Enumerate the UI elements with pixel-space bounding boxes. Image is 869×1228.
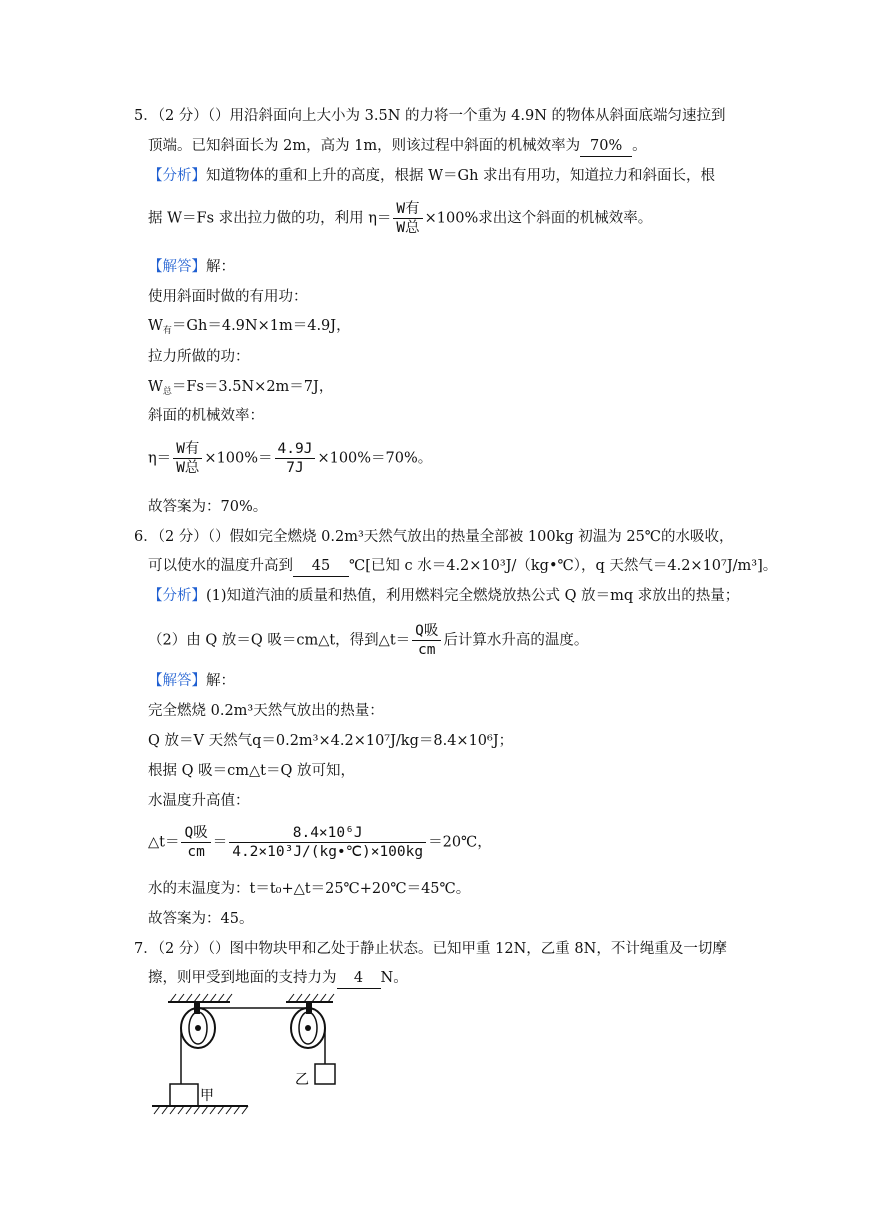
q6-stem-end: ℃[已知 c 水＝4.2×10³J/（kg•℃），q 天然气＝4.2×10⁷J/m³]。 — [349, 558, 778, 574]
right-pulley — [291, 1002, 325, 1048]
q6-analysis-line2 — [148, 622, 588, 659]
q5-final: 故答案为：70%。 — [148, 499, 268, 515]
q6-analysis-line1 — [148, 586, 739, 606]
q6-s5: 水的末温度为：t＝t₀+△t＝25℃+20℃＝45℃。 — [148, 881, 471, 897]
ceiling-right — [286, 994, 334, 1002]
q6-dt-den1: cm — [187, 844, 205, 860]
q5-analysis-tag: 【分析】 — [148, 168, 206, 184]
q5-s1: 使用斜面时做的有用功： — [148, 289, 308, 305]
q6-dt-post: ＝20℃， — [428, 834, 492, 851]
q5-frac-den: W总 — [396, 220, 420, 236]
q5-eta-mid: ×100%＝ — [204, 450, 273, 467]
q5-s5: 斜面的机械效率： — [148, 408, 264, 424]
label-yi: 乙 — [295, 1072, 309, 1088]
q5-stem-text: 顶端。已知斜面长为 2m，高为 1m，则该过程中斜面的机械效率为 — [148, 138, 581, 154]
q5-eta-num2: 4.9J — [275, 440, 316, 459]
q6-dt-frac1 — [181, 824, 210, 861]
q6-analysis-tag: 【分析】 — [148, 588, 206, 604]
q6-stem-line1: 6．（2 分）（）假如完全燃烧 0.2m³天然气放出的热量全部被 100kg 初温为 25℃的水吸收， — [134, 529, 734, 545]
q5-stem-end: 。 — [632, 138, 647, 154]
q5-s2-rest: ＝Gh＝4.9N×1m＝4.9J， — [171, 318, 351, 334]
q5-eta-den2: 7J — [286, 460, 304, 476]
q5-analysis-line2 — [148, 200, 652, 237]
q5-s4 — [148, 377, 333, 402]
q5-solution-head — [148, 257, 235, 277]
q7-answer-blank: 4 — [337, 968, 381, 989]
q5-analysis-text: 知道物体的重和上升的高度，根据 W＝Gh 求出有用功，知道拉力和斜面长，根 — [206, 168, 716, 184]
q6-s2: Q 放＝V 天然气q＝0.2m³×4.2×10⁷J/kg＝8.4×10⁶J； — [148, 733, 514, 749]
q5-analysis2-pre: 据 W＝Fs 求出拉力做的功，利用 η＝ — [148, 210, 392, 227]
ceiling-left — [168, 994, 232, 1002]
q5-solution-tag: 【解答】 — [148, 259, 206, 275]
q5-eta-frac2 — [275, 440, 316, 477]
q6-stem-line2 — [148, 556, 777, 577]
q6-analysis-text: (1)知道汽油的质量和热值，利用燃料完全燃烧放热公式 Q 放＝mq 求放出的热量； — [206, 588, 740, 604]
q5-s2-w: W — [148, 318, 163, 334]
q5-s4-w: W — [148, 379, 163, 395]
q5-s4-rest: ＝Fs＝3.5N×2m＝7J， — [171, 379, 334, 395]
q5-analysis2-post: ×100%求出这个斜面的机械效率。 — [424, 210, 653, 227]
ground — [152, 1106, 248, 1114]
block-jia — [170, 1084, 214, 1106]
q7-stem-end: N。 — [380, 970, 408, 986]
left-pulley — [181, 1002, 215, 1048]
q6-dt-pre: △t＝ — [148, 834, 180, 851]
q7-stem-line1: 7．（2 分）（）图中物块甲和乙处于静止状态。已知甲重 12N，乙重 8N，不计绳重及一切摩 — [134, 941, 727, 957]
q6-s1: 完全燃烧 0.2m³天然气放出的热量： — [148, 703, 384, 719]
q6-solution-text: 解： — [206, 673, 235, 689]
q7-stem-line2 — [148, 968, 408, 989]
q6-dt-num1: Q吸 — [181, 824, 210, 843]
q6-stem-text: 可以使水的温度升高到 — [148, 558, 293, 574]
q5-s2 — [148, 316, 351, 341]
q5-analysis-line1 — [148, 166, 715, 186]
q6-s4: 水温度升高值： — [148, 793, 250, 809]
q6-analysis2-pre: （2）由 Q 放＝Q 吸＝cm△t，得到△t＝ — [148, 632, 411, 649]
q5-efficiency-fraction — [393, 200, 422, 237]
q5-frac-num: W有 — [393, 200, 422, 219]
q6-analysis2-post: 后计算水升高的温度。 — [443, 632, 589, 649]
q5-eta-pre: η＝ — [148, 450, 172, 467]
q6-solution-head — [148, 671, 235, 691]
q5-eta-den1: W总 — [176, 460, 200, 476]
q6-frac-num: Q吸 — [412, 622, 441, 641]
q7-stem-text: 擦，则甲受到地面的支持力为 — [148, 970, 337, 986]
q5-stem-line1: 5．（2 分）（）用沿斜面向上大小为 3.5N 的力将一个重为 4.9N 的物体从斜面底端匀速拉到 — [134, 108, 726, 124]
q6-solution-tag: 【解答】 — [148, 673, 206, 689]
q5-solution-text: 解： — [206, 259, 235, 275]
q6-dt-frac2 — [229, 824, 426, 861]
q5-s2-sub: 有 — [162, 326, 172, 336]
q6-dt-num2: 8.4×10⁶J — [229, 824, 426, 843]
q5-eta-num1: W有 — [173, 440, 202, 459]
q5-stem-line2 — [148, 136, 647, 157]
q5-answer-blank: 70% — [580, 136, 632, 157]
q6-dt-den2: 4.2×10³J/(kg•℃)×100kg — [232, 844, 424, 860]
label-jia: 甲 — [200, 1088, 214, 1104]
q5-s3: 拉力所做的功： — [148, 349, 250, 365]
q6-frac-den: cm — [418, 642, 436, 658]
q6-answer-blank: 45 — [293, 556, 349, 577]
block-yi — [295, 1064, 335, 1088]
q5-eta-equation — [148, 440, 432, 477]
q5-s4-sub: 总 — [162, 387, 172, 397]
q6-final: 故答案为：45。 — [148, 911, 254, 927]
q5-eta-frac1 — [173, 440, 202, 477]
q5-eta-post: ×100%＝70%。 — [317, 450, 433, 467]
q6-s3: 根据 Q 吸＝cm△t＝Q 放可知， — [148, 763, 355, 779]
q6-dt-fraction — [412, 622, 441, 659]
pulley-diagram — [148, 992, 348, 1116]
q6-dt-equation: △t＝ $\frac{\text{Q吸}}{cm}$ ＝ $\frac{\text{8.4×10⁶J}}{\text{4.2×10³J/(kg•℃)×100kg}}$ ＝20℃， — [148, 825, 492, 860]
